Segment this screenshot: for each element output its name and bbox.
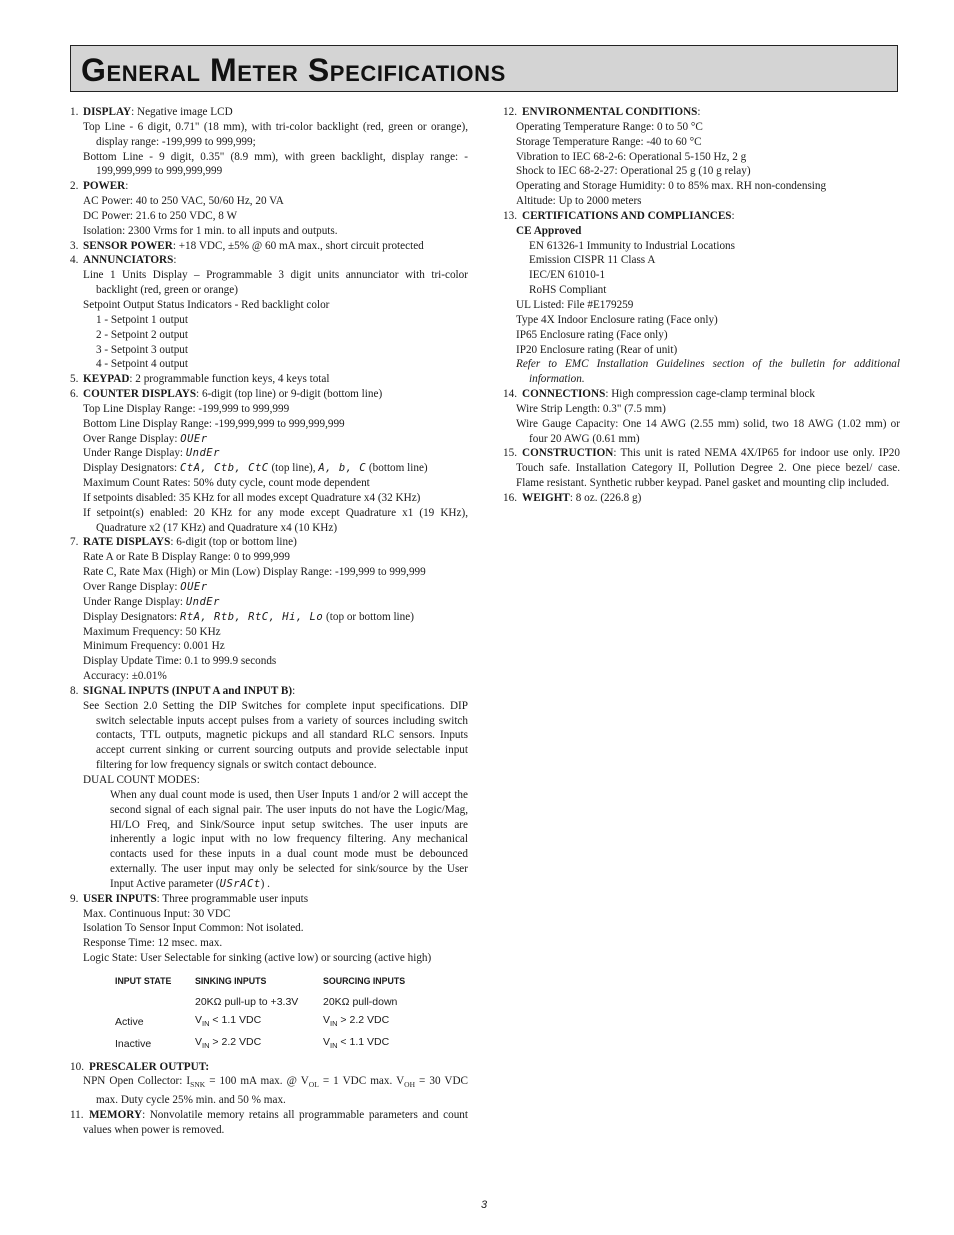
spec-rate-displays: 7. RATE DISPLAYS: 6-digit (top or bottom line) Rate A or Rate B Display Range: 0 to 999,999 Rate C, Rate Max (High) or Min (Low) Display Range: -199,999 to 999,999 Over Range Display: OUEr Under Range Display: UndEr Display Designators: RtA, Rtb, RtC, Hi, Lo (top or bottom line) Maximum Frequency: 50 KHz Minimum Frequency: 0.001 Hz Display Update Time: 0.1 to 999.9 seconds Accuracy: ±0.01%	[70, 536, 426, 683]
spec-counter-displays: 6. COUNTER DISPLAYS: 6-digit (top line) or 9-digit (bottom line) Top Line Display Range: -199,999 to 999,999 Bottom Line Display Range: -199,999,999 to 999,999,999 Over Range Display: OUEr Under Range Display: UndEr Display Designators: CtA, Ctb, CtC (top line), A, b, C (bottom line) Maximum Count Rates: 50% duty cycle, count mode dependent If setpoints disabled: 35 KHz for all modes except Quadrature x4 (32 KHz) If setpoint(s) enabled: 20 KHz for any mode except Quadrature x1 (19 KHz), Quadrature x2 (17 KHz) and Quadrature x4 (10 KHz)	[70, 388, 468, 534]
user-input-logic-table: INPUT STATE SINKING INPUTS SOURCING INPUTS 20KΩ pull-up to +3.3V 20KΩ pull-down Active $V_{IN} < 1.1$ VDC $V_{IN} > 2.2$ VDC Inactive $V_{IN} > 2.2$ VDC $V_{IN} < 1.1$ VDC	[115, 975, 406, 1051]
spec-user-inputs: 9. USER INPUTS: Three programmable user inputs Max. Continuous Input: 30 VDC Isolation To Sensor Input Common: Not isolated. Response Time: 12 msec. max. Logic State: User Selectable for sinking (active low) or sourcing (active high) INPUT STATE SINKING INPUTS SOURCING INPUTS 20KΩ pull-up to +3.3V 20KΩ pull-down Active $V_{IN} < 1.1$ VDC $V_{IN} > 2.2$ VDC Inactive $V_{IN} > 2.2$ VDC $V_{IN} < 1.1$ VDC	[70, 892, 468, 1056]
spec-sensor-power: 3. SENSOR POWER: +18 VDC, ±5% @ 60 mA max., short circuit protected	[70, 239, 424, 252]
title-banner	[70, 45, 898, 92]
spec-certifications: 13. CERTIFICATIONS AND COMPLIANCES: CE Approved EN 61326-1 Immunity to Industrial Locations Emission CISPR 11 Class A IEC/EN 61010-1 RoHS Compliant UL Listed: File #E179259 Type 4X Indoor Enclosure rating (Face only) IP65 Enclosure rating (Face only) IP20 Enclosure rating (Rear of unit) Refer to EMC Installation Guidelines section of the bulletin for additional information.	[503, 209, 900, 386]
spec-power: 2. POWER: AC Power: 40 to 250 VAC, 50/60 Hz, 20 VA DC Power: 21.6 to 250 VDC, 8 W Isolation: 2300 Vrms for 1 min. to all inputs and outputs.	[70, 180, 338, 237]
lcd-under-range: UndEr	[185, 447, 220, 460]
spec-display: 1. DISPLAY: Negative image LCD Top Line - 6 digit, 0.71" (18 mm), with tri-color backlight (red, green or orange), display range: -199,999 to 999,999; Bottom Line - 9 digit, 0.35" (8.9 mm), with green backlight, display range: - 199,999,999 to 999,999,999	[70, 106, 468, 178]
lcd-over-range: OUEr	[180, 432, 208, 445]
spec-prescaler-output: 10. PRESCALER OUTPUT: NPN Open Collector: $I_{SNK} = 100$ mA max. @ $V_{OL} = 1$ VDC max. $V_{OH} = 30$ VDC max. Duty cycle 25% min. and 50 % max.	[70, 1060, 468, 1107]
spec-signal-inputs: 8. SIGNAL INPUTS (INPUT A and INPUT B): See Section 2.0 Setting the DIP Switches for complete input specifications. DIP switch selectable inputs accept pulses from a variety of sources including switch contacts, TTL outputs, magnetic pickups and all standard RLC sensors. Inputs accept current sinking or current sourcing outputs and provide selectable input filtering for low frequency signals or switch contact debounce. DUAL COUNT MODES: When any dual count mode is used, then User Inputs 1 and/or 2 will accept the second signal of each signal pair. The user inputs do not have the Logic/Mag, HI/LO Freq, and Sink/Source input setup switches. The user inputs are inherently a logic input with no low frequency filtering. Any mechanical contacts used for these inputs in a dual count mode must be debounced externally. The user input may only be selected for sink/source by the User Input Active parameter (USrACt) .	[70, 684, 468, 890]
spec-weight: 16. WEIGHT: 8 oz. (226.8 g)	[503, 491, 642, 504]
spec-construction: 15. CONSTRUCTION: This unit is rated NEMA 4X/IP65 for indoor use only. IP20 Touch safe. Installation Category II, Pollution Degree 2. One piece bezel/ case. Flame resistant. Synthetic rubber keypad. Panel gasket and mounting clip included.	[503, 447, 900, 490]
spec-environmental: 12. ENVIRONMENTAL CONDITIONS: Operating Temperature Range: 0 to 50 °C Storage Temperature Range: -40 to 60 °C Vibration to IEC 68-2-6: Operational 5-150 Hz, 2 g Shock to IEC 68-2-27: Operational 25 g (10 g relay) Operating and Storage Humidity: 0 to 85% max. RH non-condensing Altitude: Up to 2000 meters	[503, 106, 827, 208]
spec-memory: 11. MEMORY: Nonvolatile memory retains all programmable parameters and count values when power is removed.	[70, 1109, 468, 1137]
spec-annunciators: 4. ANNUNCIATORS: Line 1 Units Display – Programmable 3 digit units annunciator with tri-color backlight (red, green or orange) Setpoint Output Status Indicators - Red backlight color 1 - Setpoint 1 output 2 - Setpoint 2 output 3 - Setpoint 3 output 4 - Setpoint 4 output	[70, 254, 468, 371]
page-number: 3	[481, 1199, 488, 1211]
left-column	[70, 105, 468, 1138]
page-title: General Meter Specifications	[81, 52, 506, 88]
right-column	[503, 105, 900, 506]
spec-connections: 14. CONNECTIONS: High compression cage-clamp terminal block Wire Strip Length: 0.3" (7.5 mm) Wire Gauge Capacity: One 14 AWG (2.55 mm) solid, two 18 AWG (1.02 mm) or four 20 AWG (0.61 mm)	[503, 388, 900, 445]
spec-keypad: 5. KEYPAD: 2 programmable function keys, 4 keys total	[70, 373, 330, 386]
